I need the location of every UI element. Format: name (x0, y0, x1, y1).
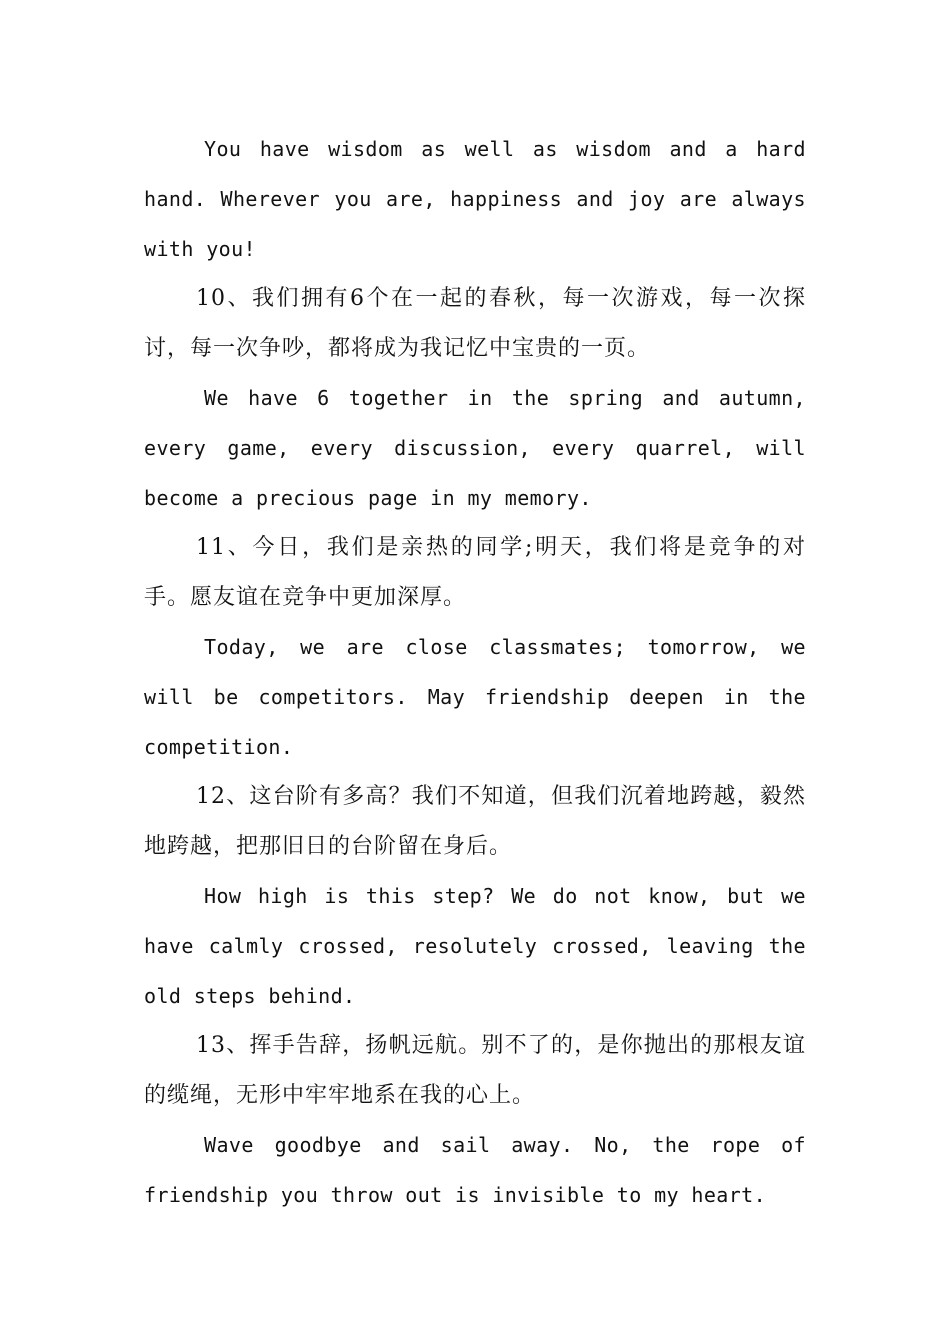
chinese-paragraph-12: 12、这台阶有多高？我们不知道，但我们沉着地跨越，毅然地跨越，把那旧日的台阶留在身后。 (144, 784, 806, 860)
chinese-paragraph-13: 13、挥手告辞，扬帆远航。别不了的，是你抛出的那根友谊的缆绳，无形中牢牢地系在我的心上。 (144, 1033, 806, 1109)
chinese-paragraph-10: 10、我们拥有6个在一起的春秋，每一次游戏，每一次探讨，每一次争吵，都将成为我记忆中宝贵的一页。 (144, 286, 806, 362)
english-paragraph: Today, we are close classmates; tomorrow, we will be competitors. May friendship deepen in the competition. (144, 634, 806, 759)
document-body (144, 125, 806, 1221)
english-paragraph: Wave goodbye and sail away. No, the rope of friendship you throw out is invisible to my heart. (144, 1132, 806, 1207)
chinese-paragraph-11: 11、今日，我们是亲热的同学;明天，我们将是竞争的对手。愿友谊在竞争中更加深厚。 (144, 535, 806, 611)
english-paragraph: How high is this step? We do not know, but we have calmly crossed, resolutely crossed, leaving the old steps behind. (144, 883, 806, 1008)
english-paragraph: We have 6 together in the spring and autumn, every game, every discussion, every quarrel, will become a precious page in my memory. (144, 385, 806, 510)
english-paragraph: You have wisdom as well as wisdom and a hard hand. Wherever you are, happiness and joy are always with you! (144, 137, 806, 261)
